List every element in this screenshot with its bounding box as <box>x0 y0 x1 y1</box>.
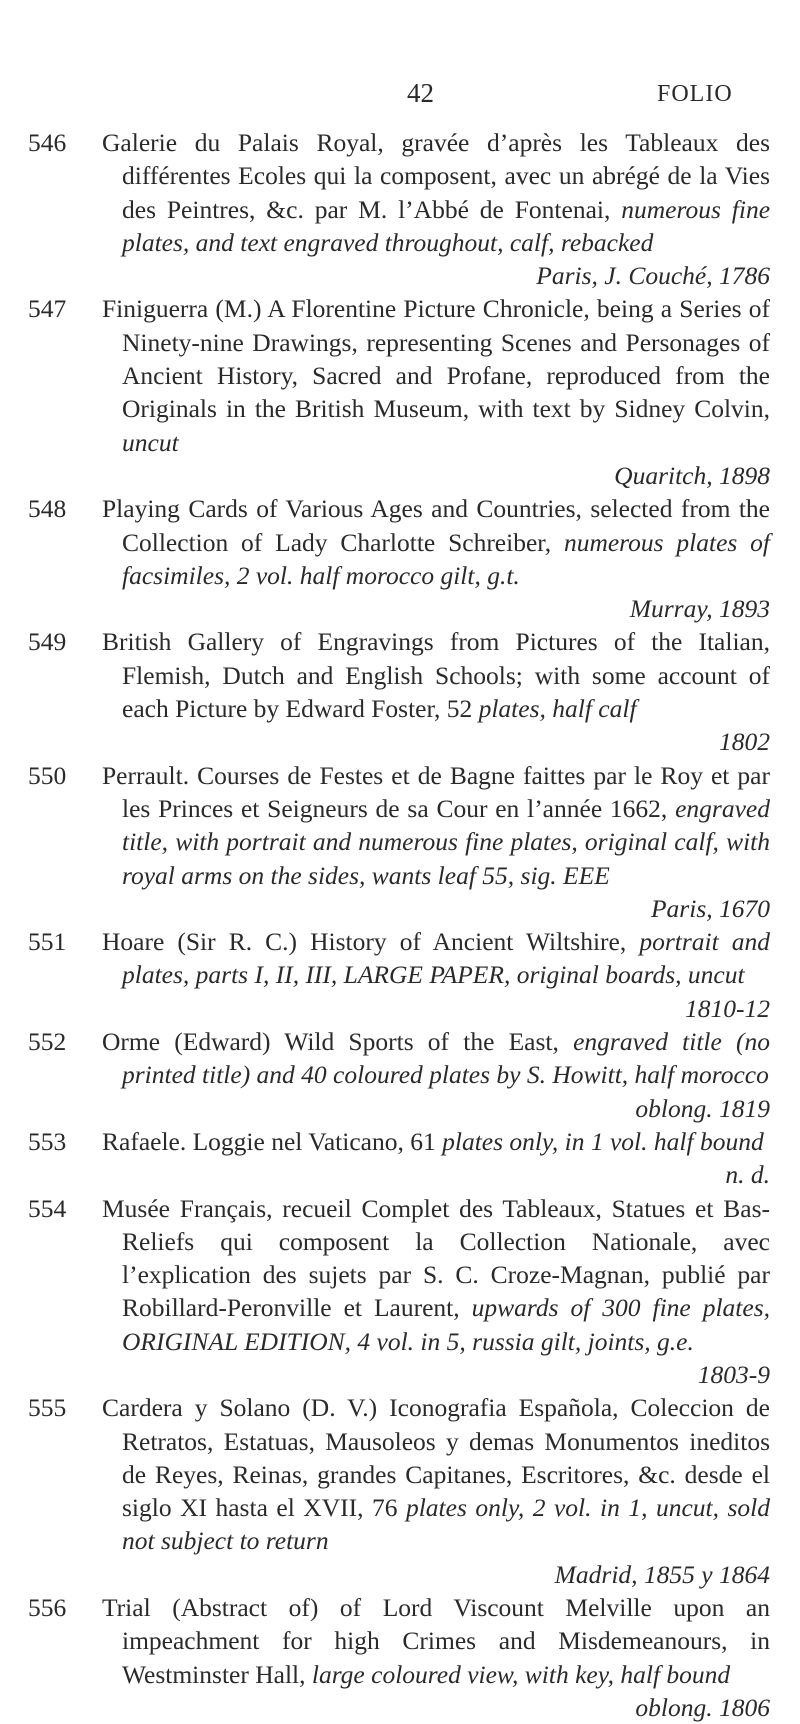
entry-details: uncut <box>122 427 179 457</box>
page-number: 42 <box>407 78 434 108</box>
catalogue-entry <box>0 292 800 492</box>
entry-description <box>102 292 770 492</box>
entry-details: numerous plates of facsimiles, 2 vol. half morocco gilt, g.t. <box>122 527 770 590</box>
lot-number: 550 <box>28 760 67 790</box>
entry-description <box>102 1125 770 1192</box>
catalogue-entry <box>0 1125 800 1192</box>
entry-description <box>102 759 770 925</box>
entry-title: Orme (Edward) Wild Sports of the East, <box>102 1027 559 1057</box>
entry-imprint: Paris, 1670 <box>650 893 770 923</box>
entry-imprint: Quaritch, 1898 <box>614 460 770 490</box>
entry-details: large coloured view, with key, half bound <box>311 1659 731 1689</box>
lot-number: 549 <box>28 627 67 657</box>
entry-title: Playing Cards of Various Ages and Countries, selected from the Collection of Lady Charlotte Schreiber, <box>102 494 770 557</box>
entry-details: plates only, in 1 vol. half bound <box>442 1126 764 1156</box>
entry-title: Rafaele. Loggie nel Vaticano, 61 <box>102 1126 436 1156</box>
entry-imprint: oblong. 1806 <box>635 1692 770 1722</box>
lot-number: 551 <box>28 927 67 957</box>
catalogue-entry <box>0 1391 800 1591</box>
entry-description <box>102 625 770 758</box>
entry-title: Trial (Abstract of) of Lord Viscount Melville upon an impeachment for high Crimes and Misdemeanours, in Westminster Hall, <box>102 1593 770 1689</box>
lot-number: 547 <box>28 294 67 324</box>
entry-details: portrait and plates, parts I, II, III, LARGE PAPER, original boards, uncut <box>122 927 770 990</box>
page-header <box>0 78 800 118</box>
catalogue-entry <box>0 492 800 625</box>
entry-imprint: n. d. <box>725 1160 770 1190</box>
lot-number: 546 <box>28 128 67 157</box>
catalogue-entries <box>0 126 800 1724</box>
catalogue-entry <box>0 759 800 925</box>
lot-number: 556 <box>28 1593 67 1623</box>
catalogue-entry <box>0 1591 800 1724</box>
entry-title: Hoare (Sir R. C.) History of Ancient Wiltshire, <box>102 927 627 957</box>
entry-description <box>102 925 770 1025</box>
entry-description <box>102 126 770 292</box>
entry-details: upwards of 300 fine plates, ORIGINAL EDITION, 4 vol. in 5, russia gilt, joints, g.e. <box>122 1293 770 1356</box>
entry-description <box>102 1391 770 1591</box>
entry-imprint: Murray, 1893 <box>629 594 770 624</box>
lot-number: 553 <box>28 1126 67 1156</box>
entry-title: British Gallery of Engravings from Pictures of the Italian, Flemish, Dutch and English Schools; with some account of each Picture by Edward Foster, 52 <box>102 627 770 724</box>
catalogue-entry <box>0 925 800 1025</box>
entry-details: engraved title, with portrait and numerous fine plates, original calf, with royal arms on the sides, wants leaf 55, sig. EEE <box>122 793 770 890</box>
entry-imprint: 1810-12 <box>685 993 770 1023</box>
entry-description <box>102 1025 770 1125</box>
entry-imprint: oblong. 1819 <box>635 1093 770 1123</box>
entry-imprint: 1803-9 <box>697 1359 770 1389</box>
catalogue-entry <box>0 1025 800 1125</box>
lot-number: 554 <box>28 1193 67 1223</box>
entry-description <box>102 1591 770 1724</box>
entry-imprint: Paris, J. Couché, 1786 <box>536 261 770 291</box>
lot-number: 555 <box>28 1393 67 1423</box>
entry-details: numerous fine plates, and text engraved throughout, calf, rebacked <box>122 194 771 257</box>
entry-title: Musée Français, recueil Complet des Tableaux, Statues et Bas-Reliefs qui composent la Collection Nationale, avec l’explication des sujets par S. C. Croze-Magnan, publié par Robillard-Peronville et Laurent, <box>102 1193 770 1323</box>
entry-details: engraved title (no printed title) and 40 coloured plates by S. Howitt, half morocco <box>122 1027 770 1090</box>
entry-title: Finiguerra (M.) A Florentine Picture Chronicle, being a Series of Ninety-nine Drawings, representing Scenes and Personages of Ancient History, Sacred and Profane, reproduced from the Originals in the British Museum, with text by Sidney Colvin, <box>102 294 770 424</box>
entry-title: Cardera y Solano (D. V.) Iconografia Española, Coleccion de Retratos, Estatuas, Mausoleos y demas Monumentos ineditos de Reyes, Reinas, grandes Capitanes, Escritores, &c. desde el siglo XI hasta el XVII, 76 <box>102 1393 770 1523</box>
lot-number: 548 <box>28 494 67 524</box>
lot-number: 552 <box>28 1027 67 1057</box>
entry-title: Galerie du Palais Royal, gravée d’après les Tableaux des différentes Ecoles qui la composent, avec un abrégé de la Vies des Peintres, &c. par M. l’Abbé de Fontenai, <box>102 128 770 224</box>
entry-title: Perrault. Courses de Festes et de Bagne faittes par le Roy et par les Princes et Seigneurs de sa Cour en l’année 1662, <box>102 760 770 823</box>
entry-imprint: 1802 <box>719 727 770 757</box>
catalogue-entry <box>0 625 800 758</box>
catalogue-entry <box>0 1192 800 1392</box>
section-title: FOLIO <box>657 81 733 107</box>
entry-description <box>102 1192 770 1392</box>
entry-details: plates, half calf <box>478 694 637 724</box>
entry-description <box>102 492 770 625</box>
entry-details: plates only, 2 vol. in 1, uncut, sold not subject to return <box>122 1493 770 1556</box>
catalogue-entry <box>0 126 800 292</box>
entry-imprint: Madrid, 1855 y 1864 <box>554 1559 770 1589</box>
